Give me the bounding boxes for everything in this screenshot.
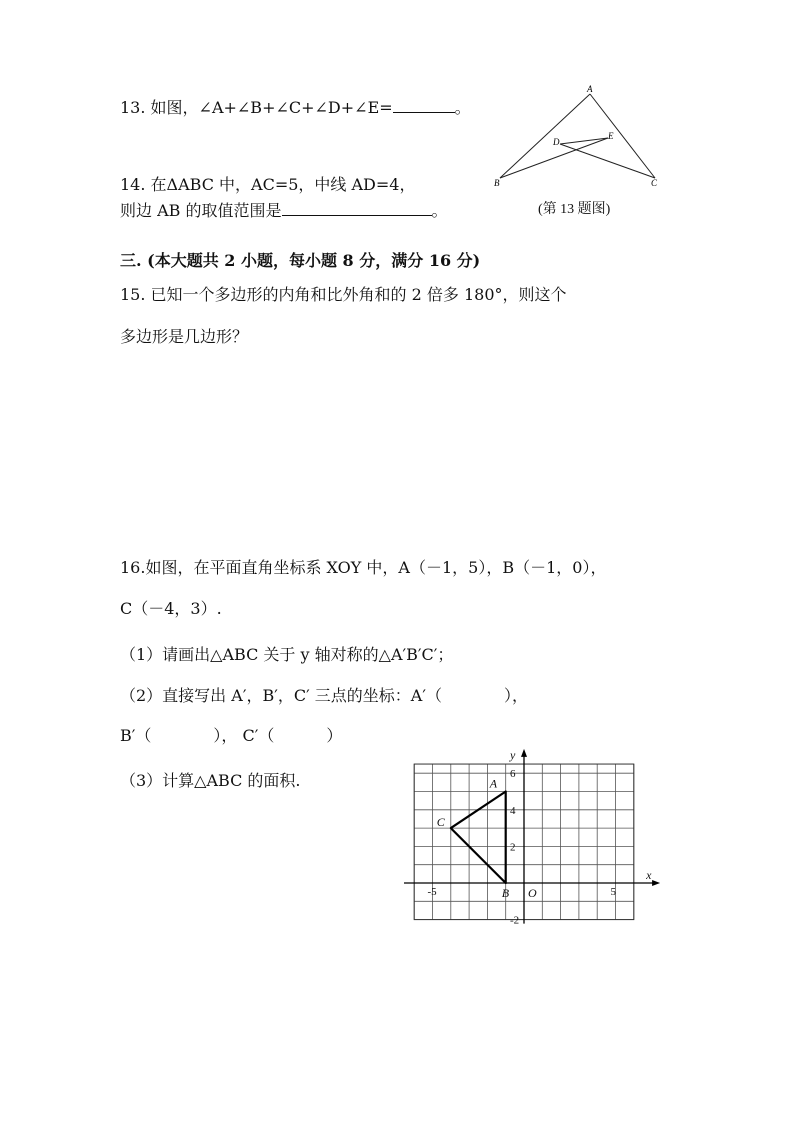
question-16-b-prime: B′（ (120, 726, 152, 745)
question-13-end: 。 (454, 98, 471, 117)
question-16-sub-2-close: ）， (504, 686, 529, 705)
triangle-abc-outline (451, 792, 506, 884)
question-15-line-1: 15. 已知一个多边形的内角和比外角和的 2 倍多 180°，则这个 (120, 285, 567, 304)
fig13-label-d: D (553, 137, 560, 147)
question-16-sub-2-cont (120, 726, 342, 746)
question-16-sub-2-text: （2）直接写出 A′，B′，C′ 三点的坐标：A′（ (120, 686, 442, 705)
x-tick-label: 5 (610, 886, 616, 898)
section-3-heading: 三. (本大题共 2 小题，每小题 8 分，满分 16 分) (120, 251, 481, 270)
fig13-label-e: E (608, 131, 614, 141)
fig13-label-b: B (494, 178, 500, 188)
coordinate-grid-figure (404, 733, 664, 933)
question-14-line-1 (120, 175, 415, 195)
question-16-c-prime-close: ） (326, 726, 343, 745)
question-13-text: 13. 如图，∠A+∠B+∠C+∠D+∠E= (120, 98, 393, 117)
x-axis-label: x (646, 868, 652, 882)
question-14-line-2 (120, 199, 448, 221)
y-tick-label: 4 (510, 804, 516, 817)
point-label-a: A (489, 776, 498, 791)
question-16-sub-3: （3）计算△ABC 的面积. (120, 771, 301, 790)
point-label-b: B (501, 886, 510, 900)
question-16-sub-1: （1）请画出△ABC 关于 y 轴对称的△A′B′C′； (120, 645, 454, 664)
x-tick-label: -5 (427, 886, 437, 898)
fig13-label-a: A (587, 84, 593, 94)
question-14-text-2: 则边 AB 的取值范围是 (120, 201, 282, 220)
question-14-answer-blank (282, 199, 432, 216)
question-16-sub-2 (120, 686, 528, 706)
y-axis-arrow (521, 749, 527, 757)
question-14-end: 。 (431, 201, 448, 220)
question-14-text-1: 14. 在ΔABC 中，AC=5，中线 AD=4， (120, 175, 416, 194)
y-tick-label: 2 (510, 841, 516, 854)
origin-label: O (528, 886, 537, 900)
fig13-line-a-b (500, 94, 590, 178)
x-axis-arrow (652, 880, 660, 886)
fig13-line-a-c (590, 94, 655, 178)
question-13 (120, 96, 471, 118)
fig13-label-c: C (651, 178, 658, 188)
question-16-line-2: C（－4，3）. (120, 599, 222, 618)
y-axis-label: y (510, 747, 516, 762)
question-16-c-prime: ）， C′（ (213, 726, 275, 745)
y-tick-label: -2 (510, 914, 520, 927)
figure-13 (490, 82, 670, 192)
fig13-line-c-d (560, 144, 655, 178)
y-tick-label: 6 (510, 768, 516, 781)
figure-13-caption: (第 13 题图) (538, 202, 611, 217)
question-15-line-2: 多边形是几边形？ (120, 327, 249, 346)
point-label-c: C (436, 815, 445, 830)
triangle-abc (451, 792, 506, 884)
question-16-line-1: 16.如图，在平面直角坐标系 XOY 中，A（－1，5），B（－1，0）， (120, 558, 607, 577)
question-13-answer-blank (393, 96, 455, 113)
